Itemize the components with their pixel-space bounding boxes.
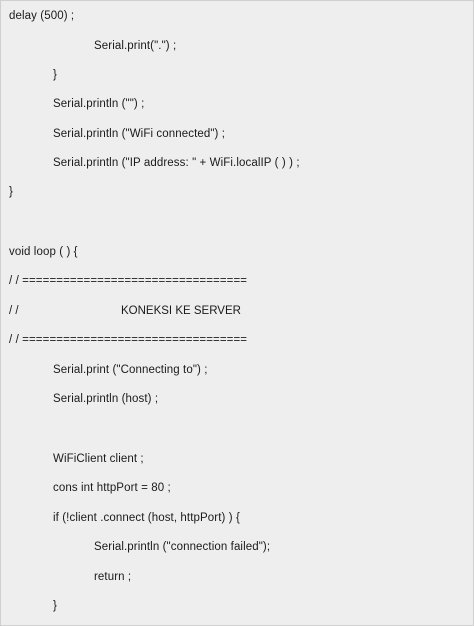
- code-line-separator-bottom: / / =================================: [9, 334, 248, 346]
- code-line-wificlient: WiFiClient client ;: [53, 453, 144, 465]
- code-line-return: return ;: [94, 571, 132, 583]
- code-line-print-connecting: Serial.print ("Connecting to") ;: [53, 364, 208, 376]
- code-line-serial-print-dot: Serial.print(".") ;: [94, 40, 177, 52]
- code-line-comment-koneksi: KONEKSI KE SERVER: [121, 305, 241, 317]
- code-line-println-host: Serial.println (host) ;: [53, 393, 159, 405]
- code-line-println-ip-address: Serial.println ("IP address: " + WiFi.localIP ( ) ) ;: [53, 157, 300, 169]
- code-line-println-failed: Serial.println ("connection failed");: [94, 541, 271, 553]
- code-line-httpport: cons int httpPort = 80 ;: [53, 482, 171, 494]
- code-line-close-brace-inner: }: [53, 69, 57, 81]
- code-line-comment-prefix: / /: [9, 305, 19, 317]
- code-line-separator-top: / / =================================: [9, 275, 248, 287]
- code-line-println-empty: Serial.println ("") ;: [53, 98, 145, 110]
- code-line-println-wifi-connected: Serial.println ("WiFi connected") ;: [53, 128, 226, 140]
- code-line-delay: delay (500) ;: [9, 10, 75, 22]
- code-line-close-brace-setup: }: [9, 186, 13, 198]
- code-line-void-loop: void loop ( ) {: [9, 246, 78, 258]
- code-line-close-brace-if: }: [53, 600, 57, 612]
- code-line-if-connect: if (!client .connect (host, httpPort) ) {: [53, 512, 240, 524]
